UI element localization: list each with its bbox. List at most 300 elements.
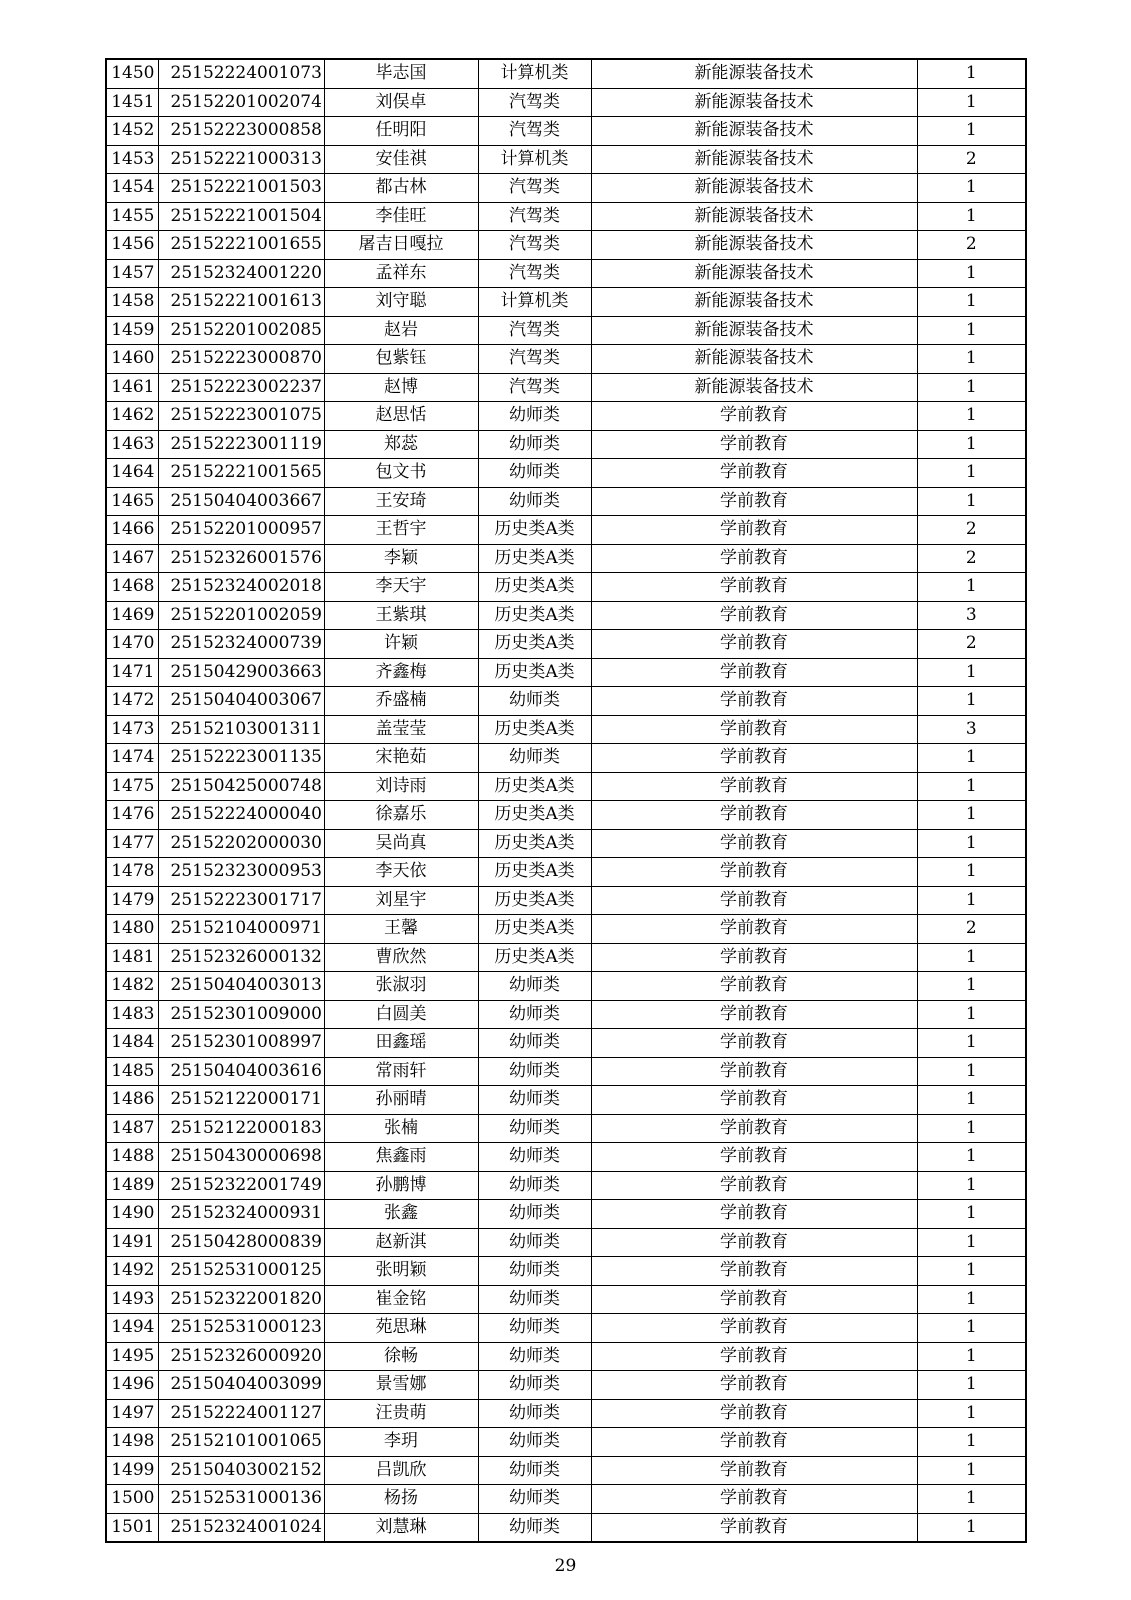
serial-cell: 1460 bbox=[106, 345, 158, 374]
count-cell: 1 bbox=[917, 174, 1026, 203]
category-cell: 汽驾类 bbox=[478, 231, 591, 260]
count-cell: 3 bbox=[917, 601, 1026, 630]
category-cell: 幼师类 bbox=[478, 1228, 591, 1257]
name-cell: 王安琦 bbox=[324, 487, 478, 516]
count-cell: 1 bbox=[917, 1143, 1026, 1172]
candidate-id-cell: 25152221001503 bbox=[158, 174, 324, 203]
serial-cell: 1485 bbox=[106, 1057, 158, 1086]
table-row bbox=[106, 829, 1026, 858]
category-cell: 幼师类 bbox=[478, 1029, 591, 1058]
major-cell: 学前教育 bbox=[591, 687, 917, 716]
table-body bbox=[106, 59, 1026, 1542]
major-cell: 学前教育 bbox=[591, 886, 917, 915]
table-row bbox=[106, 601, 1026, 630]
candidate-id-cell: 25152224000040 bbox=[158, 801, 324, 830]
category-cell: 幼师类 bbox=[478, 1171, 591, 1200]
table-row bbox=[106, 288, 1026, 317]
major-cell: 学前教育 bbox=[591, 1171, 917, 1200]
table-row bbox=[106, 174, 1026, 203]
count-cell: 1 bbox=[917, 202, 1026, 231]
candidate-id-cell: 25152103001311 bbox=[158, 715, 324, 744]
candidate-id-cell: 25152531000136 bbox=[158, 1485, 324, 1514]
serial-cell: 1501 bbox=[106, 1513, 158, 1542]
category-cell: 幼师类 bbox=[478, 430, 591, 459]
name-cell: 李天依 bbox=[324, 858, 478, 887]
major-cell: 学前教育 bbox=[591, 573, 917, 602]
name-cell: 张鑫 bbox=[324, 1200, 478, 1229]
candidate-id-cell: 25152122000183 bbox=[158, 1114, 324, 1143]
serial-cell: 1473 bbox=[106, 715, 158, 744]
major-cell: 学前教育 bbox=[591, 801, 917, 830]
serial-cell: 1451 bbox=[106, 88, 158, 117]
table-row bbox=[106, 801, 1026, 830]
name-cell: 毕志国 bbox=[324, 59, 478, 88]
category-cell: 幼师类 bbox=[478, 1143, 591, 1172]
count-cell: 1 bbox=[917, 1485, 1026, 1514]
serial-cell: 1497 bbox=[106, 1399, 158, 1428]
serial-cell: 1454 bbox=[106, 174, 158, 203]
table-row bbox=[106, 687, 1026, 716]
count-cell: 1 bbox=[917, 1228, 1026, 1257]
serial-cell: 1463 bbox=[106, 430, 158, 459]
table-row bbox=[106, 1171, 1026, 1200]
name-cell: 张楠 bbox=[324, 1114, 478, 1143]
major-cell: 新能源装备技术 bbox=[591, 345, 917, 374]
name-cell: 汪贵萌 bbox=[324, 1399, 478, 1428]
major-cell: 学前教育 bbox=[591, 715, 917, 744]
candidate-id-cell: 25152224001073 bbox=[158, 59, 324, 88]
count-cell: 1 bbox=[917, 1257, 1026, 1286]
candidate-id-cell: 25152322001820 bbox=[158, 1285, 324, 1314]
category-cell: 历史类A类 bbox=[478, 601, 591, 630]
count-cell: 1 bbox=[917, 88, 1026, 117]
candidate-id-cell: 25152202000030 bbox=[158, 829, 324, 858]
category-cell: 幼师类 bbox=[478, 402, 591, 431]
name-cell: 孙丽晴 bbox=[324, 1086, 478, 1115]
major-cell: 新能源装备技术 bbox=[591, 88, 917, 117]
table-row bbox=[106, 1029, 1026, 1058]
table-row bbox=[106, 886, 1026, 915]
count-cell: 1 bbox=[917, 1029, 1026, 1058]
name-cell: 徐畅 bbox=[324, 1342, 478, 1371]
category-cell: 历史类A类 bbox=[478, 658, 591, 687]
count-cell: 1 bbox=[917, 1371, 1026, 1400]
major-cell: 学前教育 bbox=[591, 1342, 917, 1371]
name-cell: 景雪娜 bbox=[324, 1371, 478, 1400]
count-cell: 1 bbox=[917, 1513, 1026, 1542]
name-cell: 王哲宇 bbox=[324, 516, 478, 545]
major-cell: 学前教育 bbox=[591, 487, 917, 516]
major-cell: 学前教育 bbox=[591, 1114, 917, 1143]
major-cell: 学前教育 bbox=[591, 972, 917, 1001]
name-cell: 刘星宇 bbox=[324, 886, 478, 915]
page-number: 29 bbox=[554, 1556, 577, 1576]
count-cell: 2 bbox=[917, 145, 1026, 174]
count-cell: 1 bbox=[917, 772, 1026, 801]
candidate-id-cell: 25152122000171 bbox=[158, 1086, 324, 1115]
candidate-id-cell: 25150403002152 bbox=[158, 1456, 324, 1485]
category-cell: 历史类A类 bbox=[478, 516, 591, 545]
category-cell: 历史类A类 bbox=[478, 886, 591, 915]
major-cell: 新能源装备技术 bbox=[591, 373, 917, 402]
table-row bbox=[106, 231, 1026, 260]
name-cell: 徐嘉乐 bbox=[324, 801, 478, 830]
category-cell: 汽驾类 bbox=[478, 174, 591, 203]
serial-cell: 1467 bbox=[106, 544, 158, 573]
major-cell: 学前教育 bbox=[591, 1200, 917, 1229]
name-cell: 杨扬 bbox=[324, 1485, 478, 1514]
count-cell: 1 bbox=[917, 658, 1026, 687]
serial-cell: 1477 bbox=[106, 829, 158, 858]
category-cell: 幼师类 bbox=[478, 1314, 591, 1343]
name-cell: 王紫琪 bbox=[324, 601, 478, 630]
count-cell: 2 bbox=[917, 516, 1026, 545]
serial-cell: 1479 bbox=[106, 886, 158, 915]
table-row bbox=[106, 345, 1026, 374]
name-cell: 王馨 bbox=[324, 915, 478, 944]
major-cell: 新能源装备技术 bbox=[591, 145, 917, 174]
major-cell: 学前教育 bbox=[591, 516, 917, 545]
major-cell: 学前教育 bbox=[591, 1000, 917, 1029]
name-cell: 赵博 bbox=[324, 373, 478, 402]
table-row bbox=[106, 943, 1026, 972]
serial-cell: 1496 bbox=[106, 1371, 158, 1400]
candidate-id-cell: 25152224001127 bbox=[158, 1399, 324, 1428]
category-cell: 计算机类 bbox=[478, 59, 591, 88]
serial-cell: 1450 bbox=[106, 59, 158, 88]
serial-cell: 1459 bbox=[106, 316, 158, 345]
candidate-id-cell: 25152301009000 bbox=[158, 1000, 324, 1029]
count-cell: 1 bbox=[917, 972, 1026, 1001]
major-cell: 学前教育 bbox=[591, 1371, 917, 1400]
table-row bbox=[106, 1200, 1026, 1229]
major-cell: 新能源装备技术 bbox=[591, 316, 917, 345]
candidate-id-cell: 25152326000132 bbox=[158, 943, 324, 972]
major-cell: 学前教育 bbox=[591, 1399, 917, 1428]
name-cell: 曹欣然 bbox=[324, 943, 478, 972]
category-cell: 幼师类 bbox=[478, 1513, 591, 1542]
candidate-id-cell: 25152324000739 bbox=[158, 630, 324, 659]
candidate-id-cell: 25152221001565 bbox=[158, 459, 324, 488]
serial-cell: 1486 bbox=[106, 1086, 158, 1115]
candidate-id-cell: 25152223001135 bbox=[158, 744, 324, 773]
major-cell: 新能源装备技术 bbox=[591, 259, 917, 288]
count-cell: 1 bbox=[917, 1000, 1026, 1029]
category-cell: 幼师类 bbox=[478, 1000, 591, 1029]
count-cell: 1 bbox=[917, 487, 1026, 516]
serial-cell: 1471 bbox=[106, 658, 158, 687]
serial-cell: 1470 bbox=[106, 630, 158, 659]
count-cell: 1 bbox=[917, 59, 1026, 88]
candidate-id-cell: 25152531000123 bbox=[158, 1314, 324, 1343]
candidate-id-cell: 25150404003667 bbox=[158, 487, 324, 516]
count-cell: 1 bbox=[917, 1057, 1026, 1086]
count-cell: 2 bbox=[917, 630, 1026, 659]
major-cell: 学前教育 bbox=[591, 1228, 917, 1257]
serial-cell: 1490 bbox=[106, 1200, 158, 1229]
name-cell: 包紫钰 bbox=[324, 345, 478, 374]
major-cell: 学前教育 bbox=[591, 772, 917, 801]
name-cell: 吴尚真 bbox=[324, 829, 478, 858]
major-cell: 学前教育 bbox=[591, 744, 917, 773]
category-cell: 幼师类 bbox=[478, 1399, 591, 1428]
table-row bbox=[106, 573, 1026, 602]
category-cell: 幼师类 bbox=[478, 1456, 591, 1485]
major-cell: 学前教育 bbox=[591, 915, 917, 944]
serial-cell: 1475 bbox=[106, 772, 158, 801]
name-cell: 安佳祺 bbox=[324, 145, 478, 174]
table-row bbox=[106, 858, 1026, 887]
major-cell: 学前教育 bbox=[591, 1285, 917, 1314]
candidate-id-cell: 25152101001065 bbox=[158, 1428, 324, 1457]
count-cell: 1 bbox=[917, 288, 1026, 317]
serial-cell: 1500 bbox=[106, 1485, 158, 1514]
category-cell: 计算机类 bbox=[478, 288, 591, 317]
name-cell: 孟祥东 bbox=[324, 259, 478, 288]
serial-cell: 1484 bbox=[106, 1029, 158, 1058]
serial-cell: 1499 bbox=[106, 1456, 158, 1485]
count-cell: 1 bbox=[917, 117, 1026, 146]
serial-cell: 1456 bbox=[106, 231, 158, 260]
serial-cell: 1453 bbox=[106, 145, 158, 174]
category-cell: 幼师类 bbox=[478, 1371, 591, 1400]
category-cell: 汽驾类 bbox=[478, 117, 591, 146]
table-row bbox=[106, 459, 1026, 488]
table-row bbox=[106, 915, 1026, 944]
candidate-id-cell: 25150404003099 bbox=[158, 1371, 324, 1400]
table-row bbox=[106, 59, 1026, 88]
serial-cell: 1462 bbox=[106, 402, 158, 431]
major-cell: 学前教育 bbox=[591, 1485, 917, 1514]
major-cell: 学前教育 bbox=[591, 1314, 917, 1343]
category-cell: 幼师类 bbox=[478, 1342, 591, 1371]
table-row bbox=[106, 1114, 1026, 1143]
category-cell: 幼师类 bbox=[478, 687, 591, 716]
candidate-id-cell: 25152531000125 bbox=[158, 1257, 324, 1286]
major-cell: 学前教育 bbox=[591, 1086, 917, 1115]
candidate-id-cell: 25152326001576 bbox=[158, 544, 324, 573]
table-row bbox=[106, 1456, 1026, 1485]
count-cell: 1 bbox=[917, 1171, 1026, 1200]
serial-cell: 1468 bbox=[106, 573, 158, 602]
candidate-id-cell: 25152201002085 bbox=[158, 316, 324, 345]
count-cell: 2 bbox=[917, 915, 1026, 944]
count-cell: 1 bbox=[917, 402, 1026, 431]
candidate-id-cell: 25152201002059 bbox=[158, 601, 324, 630]
candidate-id-cell: 25152201000957 bbox=[158, 516, 324, 545]
major-cell: 学前教育 bbox=[591, 459, 917, 488]
category-cell: 幼师类 bbox=[478, 1114, 591, 1143]
table-row bbox=[106, 630, 1026, 659]
category-cell: 幼师类 bbox=[478, 972, 591, 1001]
name-cell: 赵岩 bbox=[324, 316, 478, 345]
count-cell: 1 bbox=[917, 858, 1026, 887]
serial-cell: 1469 bbox=[106, 601, 158, 630]
count-cell: 1 bbox=[917, 1086, 1026, 1115]
category-cell: 历史类A类 bbox=[478, 858, 591, 887]
count-cell: 1 bbox=[917, 1456, 1026, 1485]
major-cell: 新能源装备技术 bbox=[591, 174, 917, 203]
category-cell: 幼师类 bbox=[478, 459, 591, 488]
table-row bbox=[106, 715, 1026, 744]
major-cell: 学前教育 bbox=[591, 402, 917, 431]
candidate-id-cell: 25152326000920 bbox=[158, 1342, 324, 1371]
name-cell: 刘诗雨 bbox=[324, 772, 478, 801]
name-cell: 常雨轩 bbox=[324, 1057, 478, 1086]
candidate-id-cell: 25150404003616 bbox=[158, 1057, 324, 1086]
category-cell: 幼师类 bbox=[478, 1086, 591, 1115]
count-cell: 1 bbox=[917, 687, 1026, 716]
serial-cell: 1466 bbox=[106, 516, 158, 545]
serial-cell: 1487 bbox=[106, 1114, 158, 1143]
serial-cell: 1474 bbox=[106, 744, 158, 773]
candidate-id-cell: 25152104000971 bbox=[158, 915, 324, 944]
category-cell: 汽驾类 bbox=[478, 316, 591, 345]
count-cell: 1 bbox=[917, 316, 1026, 345]
name-cell: 郑蕊 bbox=[324, 430, 478, 459]
serial-cell: 1492 bbox=[106, 1257, 158, 1286]
count-cell: 1 bbox=[917, 943, 1026, 972]
serial-cell: 1482 bbox=[106, 972, 158, 1001]
category-cell: 历史类A类 bbox=[478, 943, 591, 972]
serial-cell: 1493 bbox=[106, 1285, 158, 1314]
name-cell: 李玥 bbox=[324, 1428, 478, 1457]
category-cell: 历史类A类 bbox=[478, 829, 591, 858]
table-row bbox=[106, 117, 1026, 146]
name-cell: 崔金铭 bbox=[324, 1285, 478, 1314]
count-cell: 1 bbox=[917, 886, 1026, 915]
name-cell: 齐鑫梅 bbox=[324, 658, 478, 687]
category-cell: 汽驾类 bbox=[478, 88, 591, 117]
table-row bbox=[106, 1342, 1026, 1371]
name-cell: 焦鑫雨 bbox=[324, 1143, 478, 1172]
name-cell: 乔盛楠 bbox=[324, 687, 478, 716]
count-cell: 3 bbox=[917, 715, 1026, 744]
name-cell: 盖莹莹 bbox=[324, 715, 478, 744]
count-cell: 1 bbox=[917, 430, 1026, 459]
name-cell: 孙鹏博 bbox=[324, 1171, 478, 1200]
table-row bbox=[106, 544, 1026, 573]
name-cell: 包文书 bbox=[324, 459, 478, 488]
major-cell: 新能源装备技术 bbox=[591, 117, 917, 146]
major-cell: 学前教育 bbox=[591, 829, 917, 858]
table-row bbox=[106, 1513, 1026, 1542]
candidate-id-cell: 25152223001717 bbox=[158, 886, 324, 915]
name-cell: 赵新淇 bbox=[324, 1228, 478, 1257]
count-cell: 1 bbox=[917, 1200, 1026, 1229]
major-cell: 学前教育 bbox=[591, 1029, 917, 1058]
name-cell: 任明阳 bbox=[324, 117, 478, 146]
table-row bbox=[106, 88, 1026, 117]
major-cell: 学前教育 bbox=[591, 1428, 917, 1457]
category-cell: 幼师类 bbox=[478, 1428, 591, 1457]
candidate-id-cell: 25150404003067 bbox=[158, 687, 324, 716]
candidate-id-cell: 25152301008997 bbox=[158, 1029, 324, 1058]
candidate-id-cell: 25152223002237 bbox=[158, 373, 324, 402]
serial-cell: 1480 bbox=[106, 915, 158, 944]
name-cell: 刘俣卓 bbox=[324, 88, 478, 117]
name-cell: 屠吉日嘎拉 bbox=[324, 231, 478, 260]
candidate-id-cell: 25152221001613 bbox=[158, 288, 324, 317]
category-cell: 历史类A类 bbox=[478, 630, 591, 659]
serial-cell: 1452 bbox=[106, 117, 158, 146]
table-row bbox=[106, 516, 1026, 545]
category-cell: 历史类A类 bbox=[478, 573, 591, 602]
name-cell: 都古林 bbox=[324, 174, 478, 203]
candidate-id-cell: 25152324001024 bbox=[158, 1513, 324, 1542]
table-row bbox=[106, 1228, 1026, 1257]
serial-cell: 1476 bbox=[106, 801, 158, 830]
table-row bbox=[106, 1000, 1026, 1029]
count-cell: 1 bbox=[917, 1285, 1026, 1314]
count-cell: 2 bbox=[917, 544, 1026, 573]
major-cell: 学前教育 bbox=[591, 630, 917, 659]
serial-cell: 1478 bbox=[106, 858, 158, 887]
category-cell: 汽驾类 bbox=[478, 373, 591, 402]
table-row bbox=[106, 1485, 1026, 1514]
category-cell: 汽驾类 bbox=[478, 202, 591, 231]
serial-cell: 1465 bbox=[106, 487, 158, 516]
table-row bbox=[106, 430, 1026, 459]
serial-cell: 1461 bbox=[106, 373, 158, 402]
serial-cell: 1457 bbox=[106, 259, 158, 288]
table-row bbox=[106, 1399, 1026, 1428]
table-row bbox=[106, 145, 1026, 174]
candidate-id-cell: 25152323000953 bbox=[158, 858, 324, 887]
candidate-id-cell: 25150425000748 bbox=[158, 772, 324, 801]
count-cell: 1 bbox=[917, 1114, 1026, 1143]
major-cell: 学前教育 bbox=[591, 601, 917, 630]
name-cell: 苑思琳 bbox=[324, 1314, 478, 1343]
table-row bbox=[106, 972, 1026, 1001]
table-row bbox=[106, 487, 1026, 516]
name-cell: 白圆美 bbox=[324, 1000, 478, 1029]
candidate-id-cell: 25150404003013 bbox=[158, 972, 324, 1001]
candidate-id-cell: 25152324001220 bbox=[158, 259, 324, 288]
major-cell: 新能源装备技术 bbox=[591, 288, 917, 317]
category-cell: 历史类A类 bbox=[478, 544, 591, 573]
serial-cell: 1483 bbox=[106, 1000, 158, 1029]
serial-cell: 1491 bbox=[106, 1228, 158, 1257]
candidate-id-cell: 25152324002018 bbox=[158, 573, 324, 602]
category-cell: 幼师类 bbox=[478, 487, 591, 516]
table-row bbox=[106, 1428, 1026, 1457]
serial-cell: 1495 bbox=[106, 1342, 158, 1371]
category-cell: 汽驾类 bbox=[478, 345, 591, 374]
count-cell: 1 bbox=[917, 1428, 1026, 1457]
admission-list-table bbox=[105, 58, 1027, 1543]
count-cell: 1 bbox=[917, 459, 1026, 488]
major-cell: 学前教育 bbox=[591, 1143, 917, 1172]
table-row bbox=[106, 373, 1026, 402]
category-cell: 幼师类 bbox=[478, 1200, 591, 1229]
count-cell: 1 bbox=[917, 1342, 1026, 1371]
category-cell: 历史类A类 bbox=[478, 715, 591, 744]
name-cell: 张淑羽 bbox=[324, 972, 478, 1001]
candidate-id-cell: 25150430000698 bbox=[158, 1143, 324, 1172]
category-cell: 计算机类 bbox=[478, 145, 591, 174]
name-cell: 刘守聪 bbox=[324, 288, 478, 317]
table-row bbox=[106, 1371, 1026, 1400]
category-cell: 历史类A类 bbox=[478, 801, 591, 830]
candidate-id-cell: 25152223001075 bbox=[158, 402, 324, 431]
table-row bbox=[106, 1257, 1026, 1286]
table-row bbox=[106, 658, 1026, 687]
name-cell: 许颖 bbox=[324, 630, 478, 659]
count-cell: 2 bbox=[917, 231, 1026, 260]
serial-cell: 1455 bbox=[106, 202, 158, 231]
major-cell: 学前教育 bbox=[591, 544, 917, 573]
